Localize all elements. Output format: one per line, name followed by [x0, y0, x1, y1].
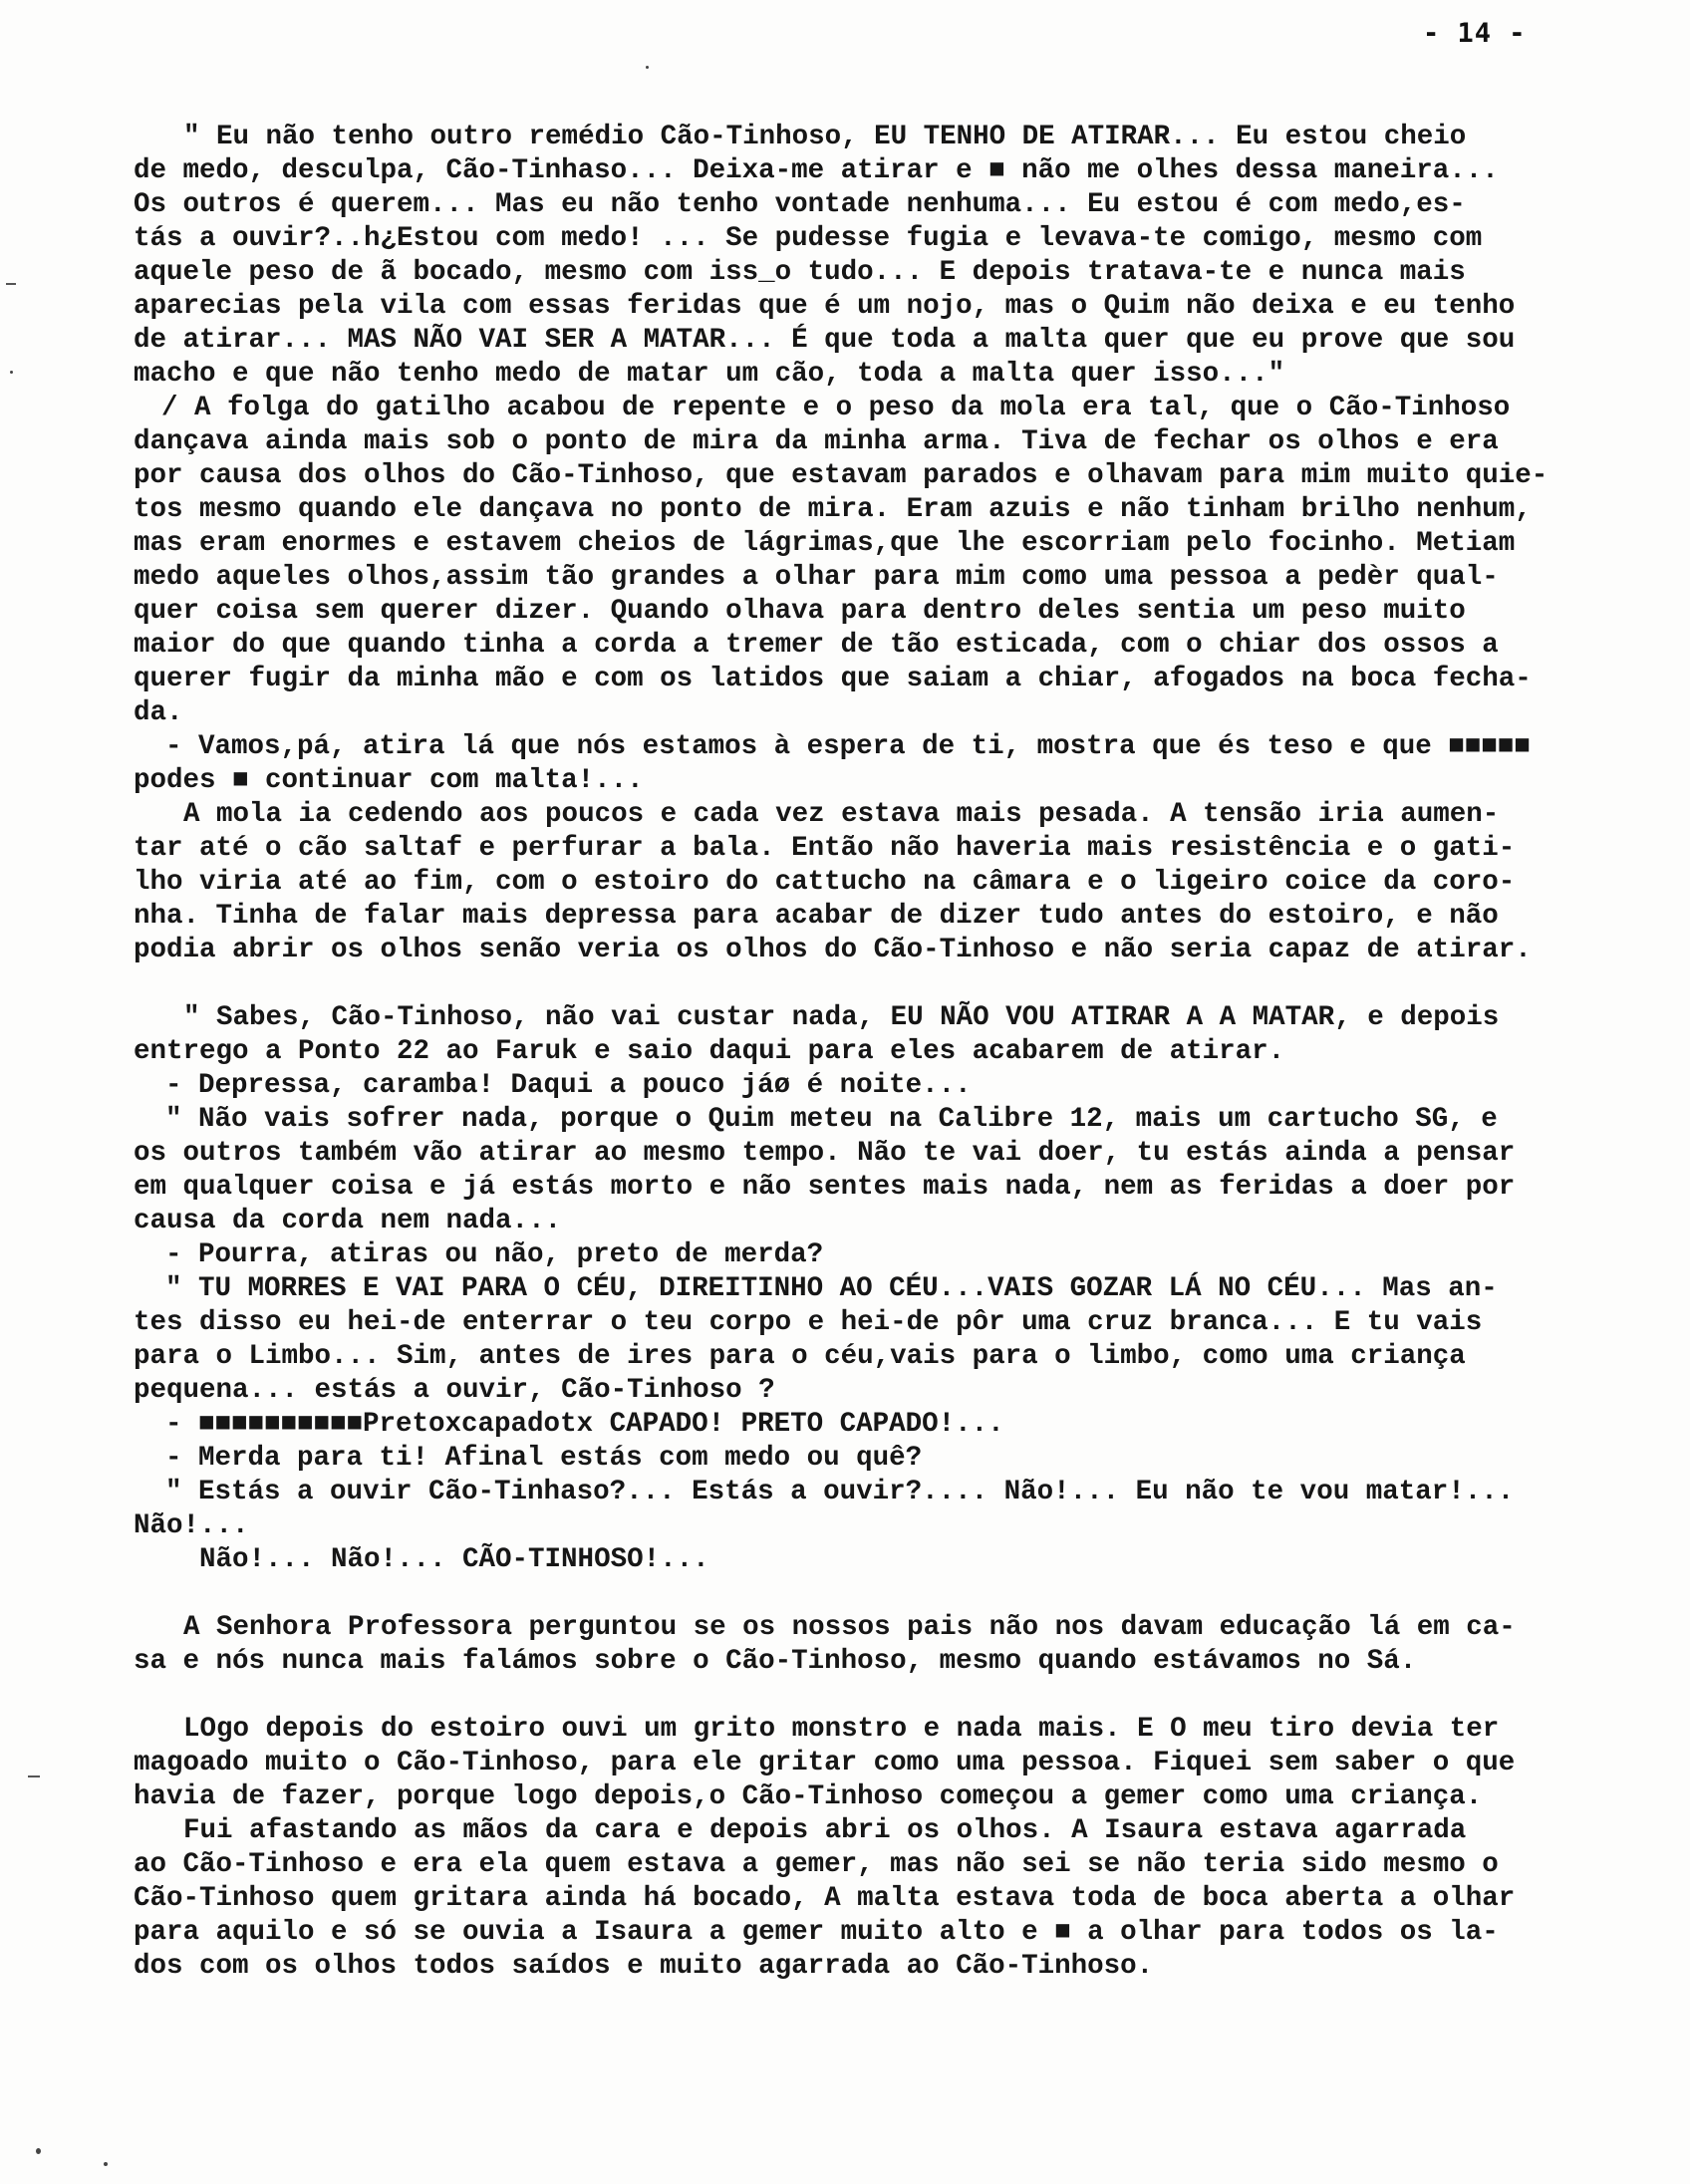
text-line: " Estás a ouvir Cão-Tinhaso?... Estás a ouvir?.... Não!... Eu não te vou matar!... — [165, 1477, 1515, 1507]
text-line: - ■■■■■■■■■■Pretoxcapadotx CAPADO! PRETO CAPADO!... — [165, 1409, 1004, 1440]
scan-speck — [646, 66, 649, 69]
text-line: dançava ainda mais sob o ponto de mira da minha arma. Tiva de fechar os olhos e era — [134, 426, 1499, 457]
text-line: pequena... estás a ouvir, Cão-Tinhoso ? — [134, 1375, 775, 1406]
text-line: nha. Tinha de falar mais depressa para acabar de dizer tudo antes do estoiro, e não — [134, 901, 1499, 932]
text-line: magoado muito o Cão-Tinhoso, para ele gritar como uma pessoa. Fiquei sem saber o que — [134, 1748, 1516, 1778]
text-line: sa e nós nunca mais falámos sobre o Cão-Tinhoso, mesmo quando estávamos no Sá. — [134, 1646, 1417, 1677]
text-line: maior do que quando tinha a corda a tremer de tão esticada, com o chiar dos ossos a — [134, 630, 1499, 661]
text-line: - Merda para ti! Afinal estás com medo ou quê? — [165, 1443, 923, 1474]
text-line: / A folga do gatilho acabou de repente e o peso da mola era tal, que o Cão-Tinhoso — [161, 393, 1511, 423]
text-line: tás a ouvir?..h¿Estou com medo! ... Se pudesse fugia e levava-te comigo, mesmo com — [134, 223, 1483, 254]
text-line: ao Cão-Tinhoso e era ela quem estava a gemer, mas não sei se não teria sido mesmo o — [134, 1849, 1499, 1880]
text-line: aparecias pela vila com essas feridas que é um nojo, mas o Quim não deixa e eu tenho — [134, 291, 1516, 322]
text-line: " Não vais sofrer nada, porque o Quim meteu na Calibre 12, mais um cartucho SG, e — [165, 1104, 1498, 1135]
text-line: Não!... — [134, 1510, 249, 1541]
text-line: para aquilo e só se ouvia a Isaura a gemer muito alto e ■ a olhar para todos os la- — [134, 1917, 1499, 1948]
text-line: entrego a Ponto 22 ao Faruk e saio daqui para eles acabarem de atirar. — [134, 1036, 1285, 1067]
text-line: " Sabes, Cão-Tinhoso, não vai custar nada, EU NÃO VOU ATIRAR A A MATAR, e depois — [183, 1002, 1500, 1033]
text-line: macho e que não tenho medo de matar um cão, toda a malta quer isso..." — [134, 359, 1285, 390]
text-line: querer fugir da minha mão e com os latidos que saiam a chiar, afogados na boca fecha- — [134, 664, 1532, 694]
text-line: de atirar... MAS NÃO VAI SER A MATAR... É que toda a malta quer que eu prove que sou — [134, 325, 1516, 356]
text-line: dos com os olhos todos saídos e muito agarrada ao Cão-Tinhoso. — [134, 1951, 1154, 1982]
text-line: tos mesmo quando ele dançava no ponto de mira. Eram azuis e não tinham brilho nenhum, — [134, 494, 1532, 525]
text-line: havia de fazer, porque logo depois,o Cão-Tinhoso começou a gemer como uma criança. — [134, 1781, 1483, 1812]
text-line: Não!... Não!... CÃO-TINHOSO!... — [199, 1544, 709, 1575]
text-line: " Eu não tenho outro remédio Cão-Tinhoso, EU TENHO DE ATIRAR... Eu estou cheio — [183, 122, 1467, 152]
text-line: quer coisa sem querer dizer. Quando olhava para dentro deles sentia um peso muito — [134, 596, 1466, 627]
text-line: lho viria até ao fim, com o estoiro do cattucho na câmara e o ligeiro coice da coro- — [134, 867, 1516, 898]
text-line: podes ■ continuar com malta!... — [134, 765, 644, 796]
text-line: tes disso eu hei-de enterrar o teu corpo e hei-de pôr uma cruz branca... E tu vais — [134, 1307, 1483, 1338]
text-line: os outros também vão atirar ao mesmo tempo. Não te vai doer, tu estás ainda a pensar — [134, 1138, 1516, 1169]
page-number: - 14 - — [1423, 18, 1527, 49]
text-line: por causa dos olhos do Cão-Tinhoso, que estavam parados e olhavam para mim muito quie- — [134, 460, 1549, 491]
text-line: Fui afastando as mãos da cara e depois abri os olhos. A Isaura estava agarrada — [183, 1815, 1467, 1846]
scan-speck — [10, 371, 13, 374]
text-line: podia abrir os olhos senão veria os olhos do Cão-Tinhoso e não seria capaz de atirar. — [134, 935, 1532, 965]
text-line: - Pourra, atiras ou não, preto de merda? — [165, 1239, 824, 1270]
text-line: para o Limbo... Sim, antes de ires para o céu,vais para o limbo, como uma criança — [134, 1341, 1466, 1372]
text-line: Cão-Tinhoso quem gritara ainda há bocado, A malta estava toda de boca aberta a olhar — [134, 1883, 1516, 1914]
text-line: " TU MORRES E VAI PARA O CÉU, DIREITINHO AO CÉU...VAIS GOZAR LÁ NO CÉU... Mas an- — [165, 1273, 1498, 1304]
text-line: aquele peso de ã bocado, mesmo com iss_o tudo... E depois tratava-te e nunca mais — [134, 257, 1466, 288]
text-line: medo aqueles olhos,assim tão grandes a olhar para mim como uma pessoa a pedèr qual- — [134, 562, 1499, 593]
text-line: Os outros é querem... Mas eu não tenho vontade nenhuma... Eu estou é com medo,es- — [134, 189, 1466, 220]
text-line: LOgo depois do estoiro ouvi um grito monstro e nada mais. E O meu tiro devia ter — [183, 1714, 1500, 1745]
scan-speck — [36, 2148, 41, 2154]
text-line: de medo, desculpa, Cão-Tinhaso... Deixa-me atirar e ■ não me olhes dessa maneira... — [134, 155, 1499, 186]
text-line: tar até o cão saltaf e perfurar a bala. Então não haveria mais resistência e o gati- — [134, 833, 1516, 864]
text-line: - Depressa, caramba! Daqui a pouco jáø é noite... — [165, 1070, 972, 1101]
text-line: causa da corda nem nada... — [134, 1206, 562, 1236]
text-line: em qualquer coisa e já estás morto e não sentes mais nada, nem as feridas a doer por — [134, 1172, 1516, 1203]
text-line: A mola ia cedendo aos poucos e cada vez estava mais pesada. A tensão iria aumen- — [183, 799, 1500, 830]
scan-edge-mark — [28, 1775, 40, 1777]
text-line: da. — [134, 697, 183, 728]
scan-speck — [104, 2162, 108, 2166]
text-line: A Senhora Professora perguntou se os nossos pais não nos davam educação lá em ca- — [183, 1612, 1516, 1643]
text-line: - Vamos,pá, atira lá que nós estamos à espera de ti, mostra que és teso e que ■■■■■ — [165, 731, 1531, 762]
text-line: mas eram enormes e estavem cheios de lágrimas,que lhe escorriam pelo focinho. Metiam — [134, 528, 1516, 559]
scan-edge-mark — [6, 283, 16, 285]
